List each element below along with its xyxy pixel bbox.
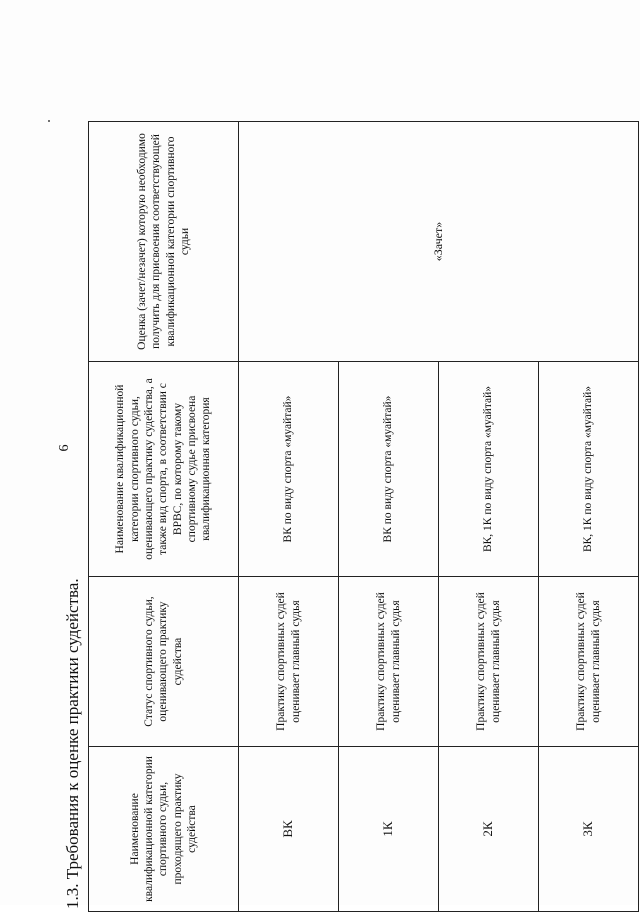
cell-category: 3К [539, 747, 639, 912]
header-evaluator-status: Статус спортивного судьи, оценивающего практику судейства [89, 577, 239, 747]
cell-status: Практику спортивных судей оценивает главный судья [239, 577, 339, 747]
header-evaluator-category: Наименование квалификационной категории спортивного судьи, оценивающего практику судейства, а также вид спорта, в соответствии с ВРВС, по которому такому спортивному судье присвоена квалификационная категория [89, 362, 239, 577]
cell-evaluator: ВК, 1К по виду спорта «муайтай» [439, 362, 539, 577]
scan-speck [48, 120, 50, 122]
section-heading: 1.3. Требования к оценке практики судейства. [63, 578, 82, 909]
cell-evaluator: ВК по виду спорта «муайтай» [239, 362, 339, 577]
cell-grade: «Зачет» [239, 122, 639, 362]
cell-status: Практику спортивных судей оценивает главный судья [439, 577, 539, 747]
judging-requirements-table [88, 122, 638, 912]
requirements-table [88, 121, 639, 912]
cell-status: Практику спортивных судей оценивает главный судья [339, 577, 439, 747]
header-category: Наименование квалификационной категории спортивного судьи, проходящего практику судейства [89, 747, 239, 912]
cell-category: 2К [439, 747, 539, 912]
cell-evaluator: ВК по виду спорта «муайтай» [339, 362, 439, 577]
cell-category: ВК [239, 747, 339, 912]
page-number: 6 [57, 444, 72, 452]
cell-evaluator: ВК, 1К по виду спорта «муайтай» [539, 362, 639, 577]
header-grade: Оценка (зачет/незачет) которую необходимо получить для присвоения соответствующей квалификационной категории спортивного судьи [89, 122, 239, 362]
table-row [239, 122, 339, 912]
table-header-row [89, 122, 239, 912]
cell-category: 1К [339, 747, 439, 912]
cell-status: Практику спортивных судей оценивает главный судья [539, 577, 639, 747]
